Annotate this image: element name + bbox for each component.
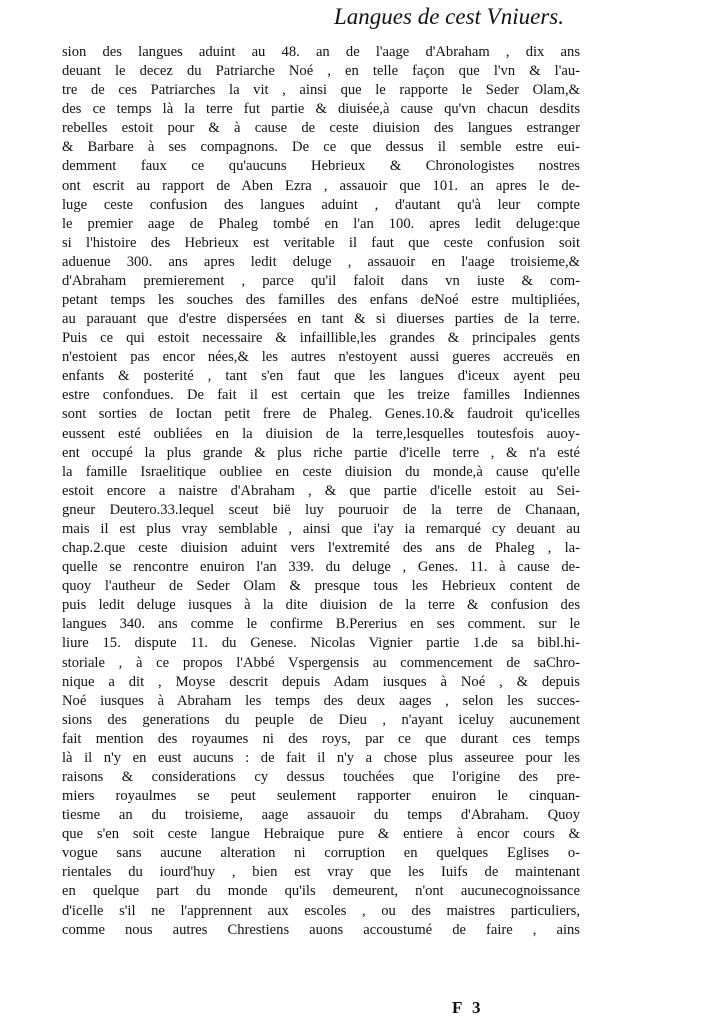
body-text (62, 43, 580, 940)
text-line: n'estoient pas encor nées,& les autres n'estoyent aussi gueres accreuës en (62, 349, 580, 366)
text-line: sions des generations du peuple de Dieu , n'ayant iceluy aucunement (62, 711, 580, 728)
text-line: & Barbare à ses compagnons. De ce que dessus il semble estre eui- (62, 139, 580, 156)
text-line: estre confondues. De fait il est certain que les treize familles Indiennes (62, 387, 580, 404)
text-line: puis ledit deluge iusques à la dite diuision de la terre & confusion des (62, 597, 580, 614)
text-line: des ce temps là la terre fut partie & diuisée,à cause qu'vn chacun desdits (62, 101, 580, 118)
text-line: la famille Israelitique oubliee en ceste diuision du monde,à cause qu'elle (62, 463, 580, 480)
text-line: storiale , à ce propos l'Abbé Vspergensis au commencement de saChro- (62, 654, 580, 671)
text-line: sion des langues aduint au 48. an de l'aage d'Abraham , dix ans (62, 44, 580, 60)
text-line: estoit encore a naistre d'Abraham , & que partie d'icelle estoit au Sei- (62, 482, 580, 499)
text-line: sont sorties de Ioctan petit frere de Phaleg. Genes.10.& faudroit qu'icelles (62, 406, 580, 423)
text-line: si l'histoire des Hebrieux est veritable il faut que ceste confusion soit (62, 234, 580, 251)
text-line: ont escrit au rapport de Aben Ezra , assauoir que 101. an apres le de- (62, 177, 580, 194)
text-line: d'icelle s'il ne l'apprennent aux escoles , ou des maistres particuliers, (62, 902, 580, 919)
text-line: Puis ce qui estoit necessaire & infaillible,les grandes & principales gents (62, 330, 580, 347)
text-line: d'Abraham premierement , parce qu'il faloit dans vn iuste & com- (62, 272, 580, 289)
text-line: enfants & posterité , tant s'en faut que les langues d'iceux ayent peu (62, 368, 580, 385)
text-line: fait mention des royaumes ni des roys, par ce que durant ces temps (62, 730, 580, 747)
text-line: deuant le decez du Patriarche Noé , en telle façon que l'vn & l'au- (62, 63, 580, 80)
text-line: comme nous autres Chrestiens auons accoustumé de faire , ains (62, 921, 580, 938)
text-line: quoy l'autheur de Seder Olam & presque tous les Hebrieux content de (62, 578, 580, 595)
text-line: au parauant que d'estre dispersées en tant & si diuerses parties de la terre. (62, 311, 580, 328)
text-line: là il n'y en eust aucuns : de fait il n'y a chose plus asseuree pour les (62, 749, 580, 766)
text-line: nique a dit , Moyse descrit depuis Adam iusques à Noé , & depuis (62, 673, 580, 690)
text-line: aduenue 300. ans apres ledit deluge , assauoir en l'aage troisieme,& (62, 253, 580, 270)
text-line: mais il est plus vray semblable , ainsi que i'ay ia remarqué cy deuant au (62, 520, 580, 537)
text-line: tre de ces Patriarches la vit , ainsi que le rapporte le Seder Olam,& (62, 82, 580, 99)
text-line: rebelles estoit pour & à cause de ceste diuision des langues estranger (62, 120, 580, 137)
signature-mark: F 3 (452, 998, 484, 1017)
text-line: gneur Deutero.33.lequel sceut bië luy pouruoir de la terre de Chanaan, (62, 501, 580, 518)
text-line: rientales du iourd'huy , bien est vray que les Iuifs de maintenant (62, 864, 580, 881)
text-line: miers royaulmes se peut seulement rapporter enuiron le cinquan- (62, 788, 580, 805)
text-line: ent occupé la plus grande & plus riche partie d'icelle terre , & n'a esté (62, 444, 580, 461)
text-line: petant temps les souches des familles des enfans deNoé estre multipliées, (62, 292, 580, 309)
text-line: langues 340. ans comme le confirme B.Pererius en ses comment. sur le (62, 616, 580, 633)
text-line: luge ceste confusion des langues aduint , d'autant qu'à leur compte (62, 196, 580, 213)
running-head: Langues de cest Vniuers. (334, 4, 564, 29)
text-line: Noé iusques à Abraham les temps des deux aages , selon les succes- (62, 692, 580, 709)
text-line: liure 15. dispute 11. du Genese. Nicolas Vignier partie 1.de sa bibl.hi- (62, 635, 580, 652)
text-line: chap.2.que ceste diuision aduint vers l'extremité des ans de Phaleg , la- (62, 540, 580, 557)
text-line: le premier aage de Phaleg tombé en l'an 100. apres ledit deluge:que (62, 215, 580, 232)
text-line: vogue sans aucune alteration ni corruption en quelques Eglises o- (62, 845, 580, 862)
text-line: raisons & considerations cy dessus touchées que l'origine des pre- (62, 768, 580, 785)
text-line: quelle se rencontre enuiron l'an 339. du deluge , Genes. 11. à cause de- (62, 559, 580, 576)
text-line: que s'en soit ceste langue Hebraique pure & entiere à encor cours & (62, 826, 580, 843)
text-line: en quelque part du monde qu'ils demeurent, n'ont aucunecognoissance (62, 883, 580, 900)
text-line: tiesme an du troisieme, aage assauoir du temps d'Abraham. Quoy (62, 807, 580, 824)
text-line: eussent esté oubliées en la diuision de la terre,lesquelles toutesfois auoy- (62, 425, 580, 442)
text-line: demment faux ce qu'aucuns Hebrieux & Chronologistes nostres (62, 158, 580, 175)
